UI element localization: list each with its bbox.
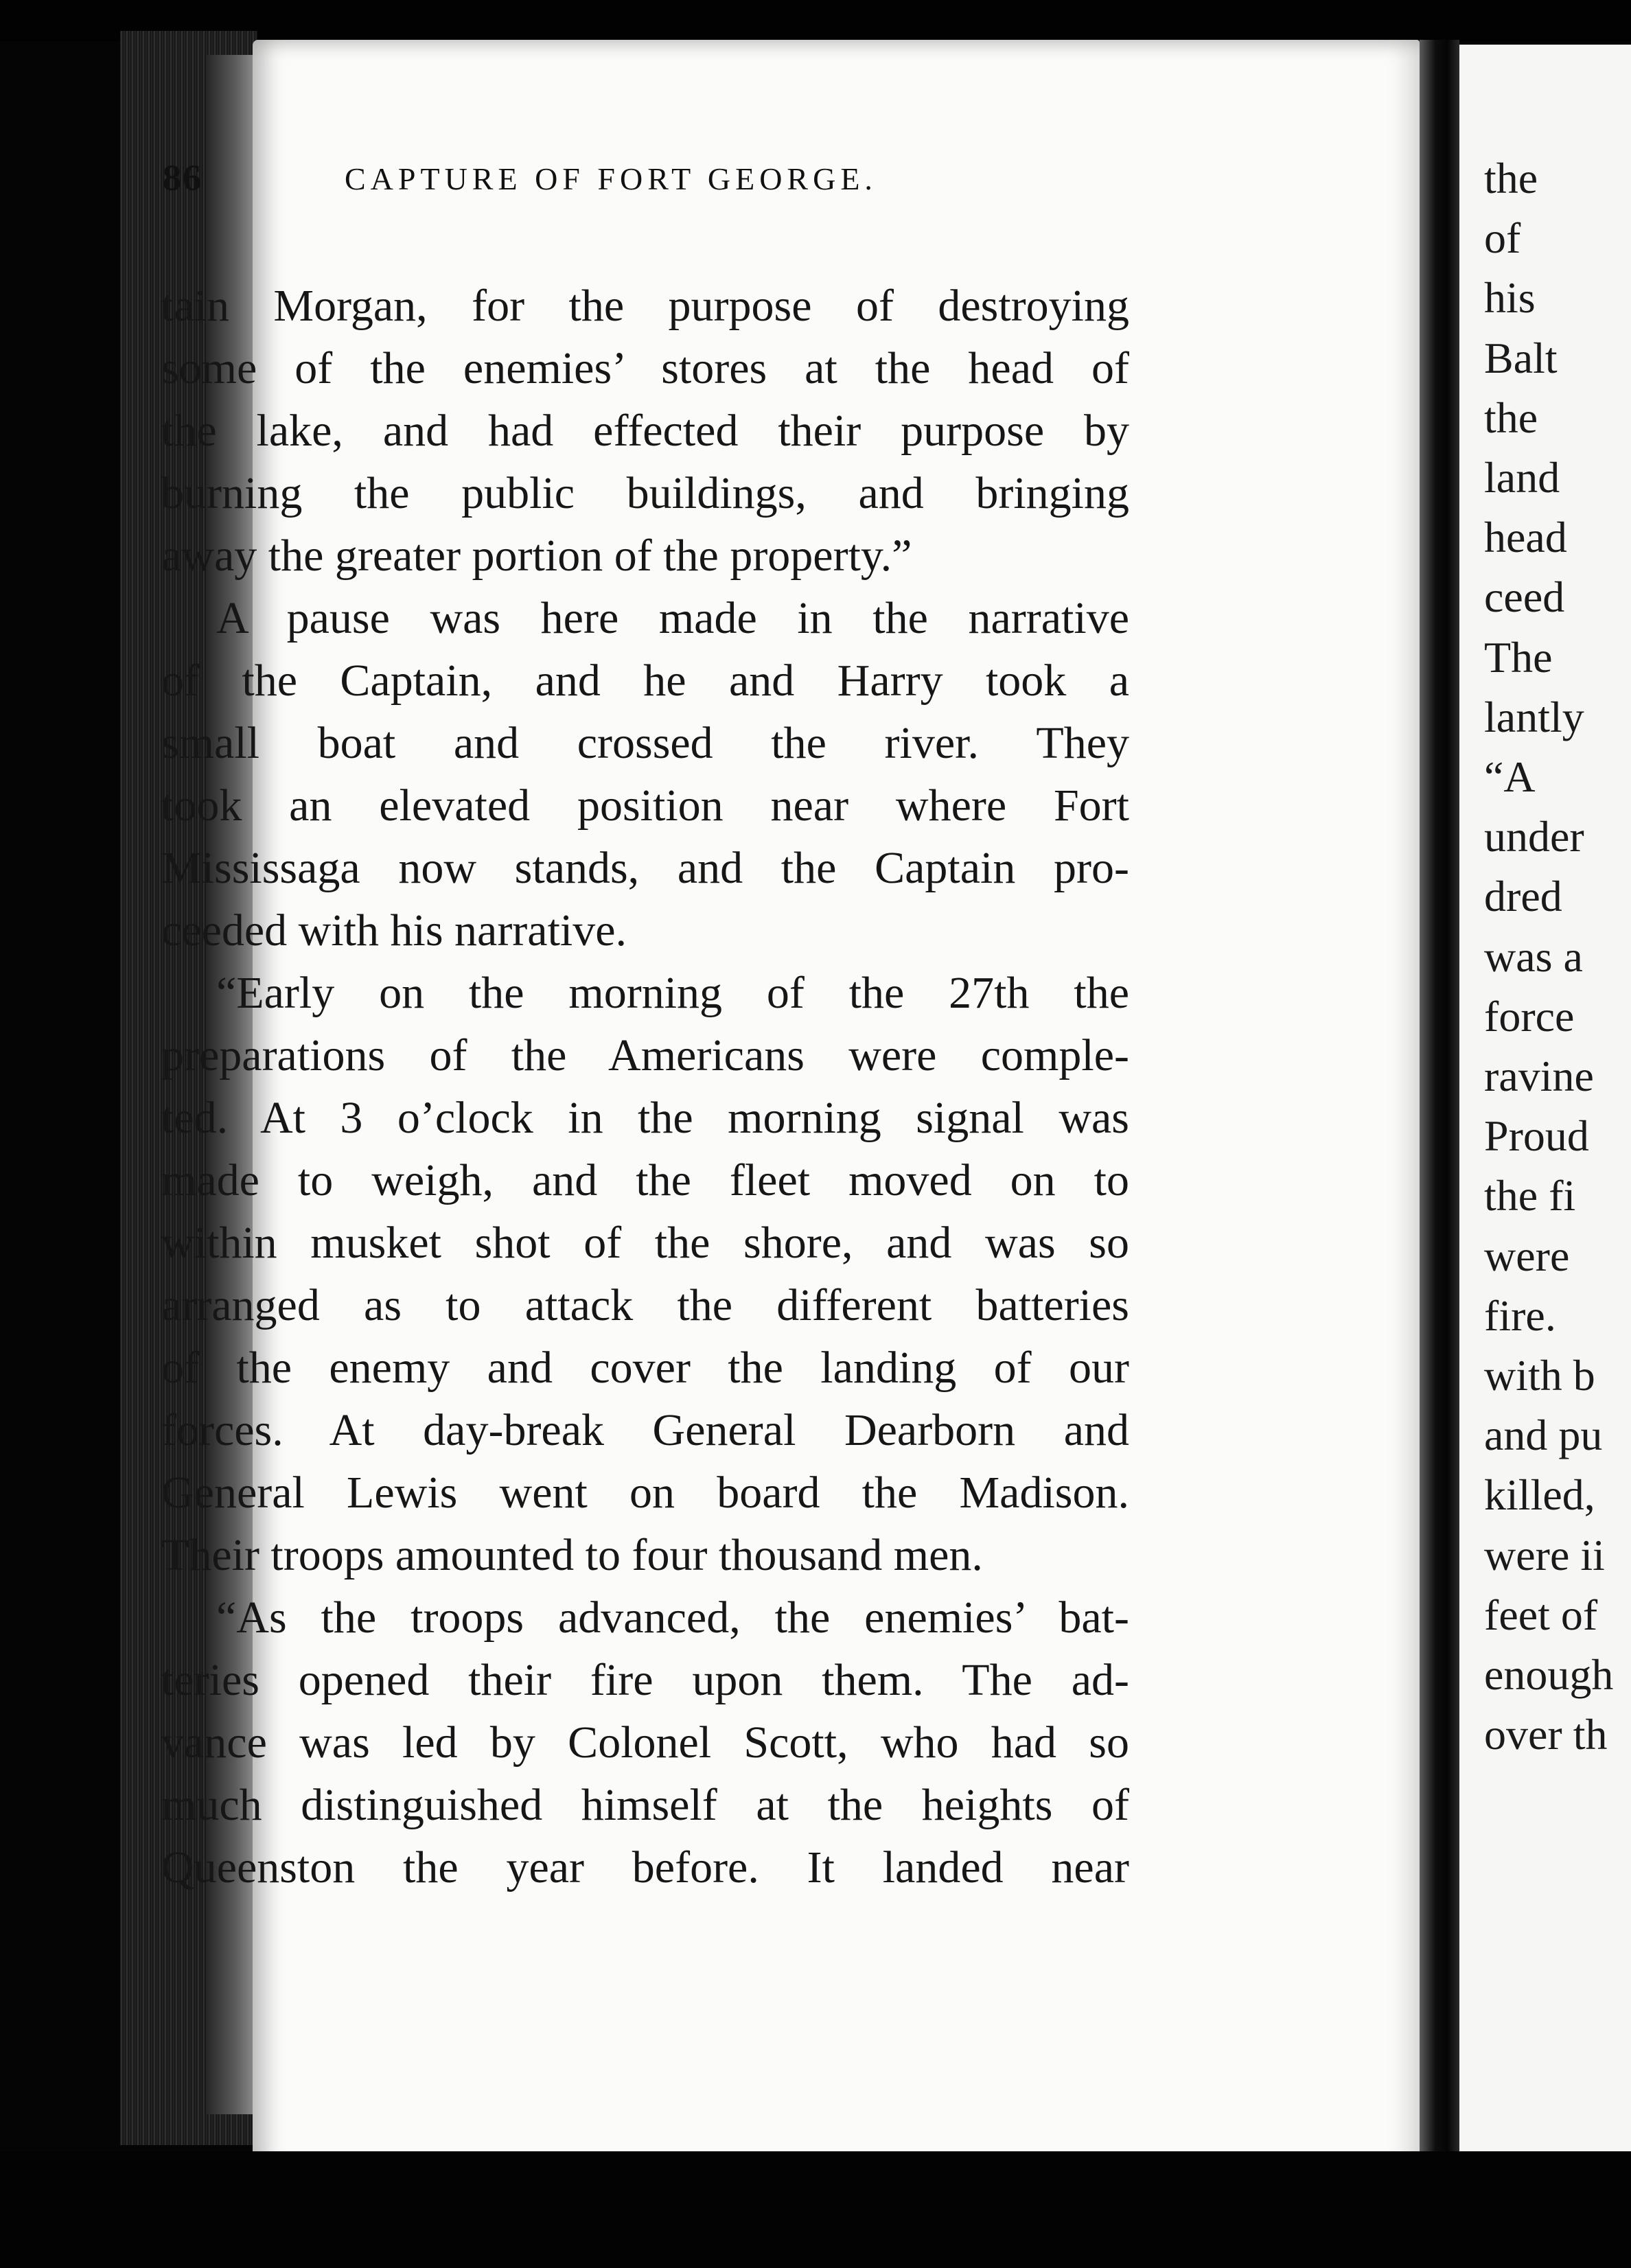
facing-page-line: killed, [1484,1470,1595,1520]
facing-page-line: were ii [1484,1530,1605,1579]
facing-page-line: with b [1484,1351,1595,1400]
facing-page-line: ravine [1484,1052,1594,1100]
text-line: tain Morgan, for the purpose of destroying [161,281,1129,331]
facing-page-line: lantly [1484,692,1584,741]
facing-page-fragment [1459,45,1631,2159]
facing-page-line: “A [1484,752,1536,801]
text-line: of the enemy and cover the landing of our [161,1343,1129,1393]
text-line: Their troops amounted to four thousand men. [161,1530,983,1580]
facing-page-line: Balt [1484,333,1558,382]
page-number: 86 [163,157,203,198]
text-line: A pause was here made in the narrative [216,593,1129,643]
facing-page-line: his [1484,273,1536,323]
text-line: arranged as to attack the different batteries [161,1280,1129,1330]
facing-page-line: Proud [1484,1111,1589,1161]
text-line: made to weigh, and the fleet moved on to [161,1155,1129,1205]
text-line: burning the public buildings, and bringing [161,468,1129,518]
facing-page-line: the fi [1484,1171,1576,1220]
text-line: the lake, and had effected their purpose by [161,406,1129,456]
facing-page-line: the [1484,154,1538,202]
text-line: teries opened their fire upon them. The ad- [161,1655,1129,1705]
text-line: ceeded with his narrative. [161,905,627,956]
scan-bottom-border [0,2151,1631,2268]
facing-page-line: force [1484,991,1575,1041]
text-line: away the greater portion of the property.” [161,531,912,581]
facing-page-line: the [1484,393,1538,442]
text-line: General Lewis went on board the Madison. [161,1468,1129,1518]
text-line: some of the enemies’ stores at the head of [161,343,1129,393]
text-line: of the Captain, and he and Harry took a [161,656,1129,706]
text-line: within musket shot of the shore, and was so [161,1218,1129,1268]
text-line: forces. At day-break General Dearborn and [161,1405,1129,1455]
facing-page-line: were [1484,1231,1570,1280]
text-line: small boat and crossed the river. They [161,718,1129,768]
facing-page-line: The [1484,632,1553,682]
text-line: “As the troops advanced, the enemies’ bat- [216,1593,1129,1643]
facing-page-line: fire. [1484,1291,1556,1340]
facing-page-line: was a [1484,931,1583,981]
facing-page-line: over th [1484,1710,1608,1759]
facing-page-line: head [1484,513,1567,562]
facing-page-line: dred [1484,872,1562,921]
facing-page-line: and pu [1484,1411,1603,1460]
text-line: Mississaga now stands, and the Captain pro- [161,843,1129,893]
text-line: Queenston the year before. It landed near [161,1842,1129,1893]
text-line: took an elevated position near where Fort [161,780,1129,831]
facing-page-line: land [1484,453,1560,502]
facing-page-line: of [1484,213,1521,263]
text-line: much distinguished himself at the heights of [161,1780,1129,1830]
running-head [163,157,1158,218]
facing-page-line: enough [1484,1650,1614,1699]
text-line: ted. At 3 o’clock in the morning signal was [161,1093,1129,1143]
facing-page-line: feet of [1484,1590,1598,1639]
body-text [161,275,1129,1899]
text-line: preparations of the Americans were comple- [161,1030,1129,1080]
facing-page-line: ceed [1484,572,1565,622]
book-gutter [1420,40,1459,2188]
running-head-title: CAPTURE OF FORT GEORGE. [345,161,877,196]
facing-page-line: under [1484,812,1584,861]
text-line: “Early on the morning of the 27th the [216,968,1129,1018]
text-line: vance was led by Colonel Scott, who had so [161,1717,1129,1768]
